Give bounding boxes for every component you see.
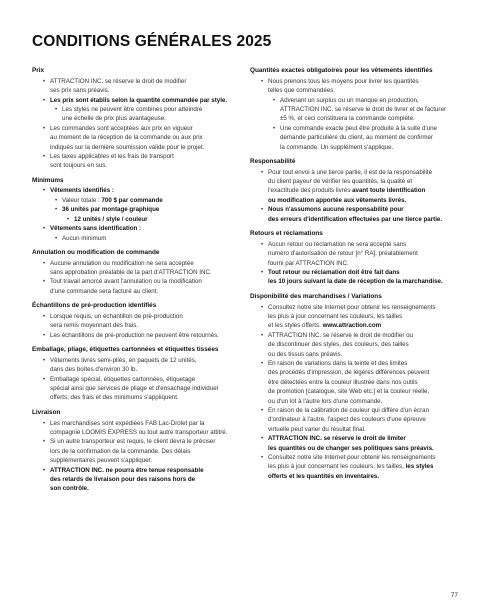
list-item — [250, 472, 458, 481]
item-text: Tout retour ou réclamation doit être fait dans — [268, 269, 400, 277]
list-item — [32, 96, 237, 105]
list-item — [250, 331, 458, 340]
item-text: Lorsque requis, un échantillon de pré-production — [50, 312, 183, 320]
bullet-icon: • — [43, 278, 46, 286]
item-text: ATTRACTION INC. se réserve le droit de modifier ou — [268, 331, 413, 339]
section — [32, 408, 237, 494]
bullet-icon: • — [43, 356, 46, 364]
item-text: de discontinuer des styles, des couleurs, des tailles — [268, 341, 409, 349]
item-text: Nous prenons tous les moyens pour livrer les quantités — [268, 77, 419, 85]
list-item — [250, 143, 458, 152]
item-text: Les commandes sont acceptées aux prix en vigueur — [50, 124, 193, 132]
list-item — [32, 224, 237, 233]
bullet-icon: • — [43, 96, 46, 104]
list-item — [250, 368, 458, 377]
list-item — [32, 375, 237, 384]
item-text: ou d'un lot à l'autre lors d'une commande. — [268, 397, 383, 405]
bullet-icon: • — [43, 438, 46, 446]
list-item — [250, 359, 458, 368]
item-text: Consultez notre site Internet pour obtenir les renseignements — [268, 303, 436, 311]
section — [32, 301, 237, 340]
list-item — [32, 447, 237, 456]
item-text: spécial ainsi que services de pliage et d'ensachage individuel — [50, 385, 219, 393]
bullet-icon: • — [43, 419, 46, 427]
item-text: d'une commande sera facturé au client. — [50, 287, 159, 295]
list-item — [32, 393, 237, 402]
list-item — [250, 312, 458, 321]
page-title: CONDITIONS GÉNÉRALES 2025 — [32, 33, 272, 50]
list-item — [32, 277, 237, 286]
item-text: 36 unités par montage graphique — [62, 206, 160, 214]
list-item — [32, 143, 237, 152]
item-text: 12 unités / style / couleur — [74, 215, 148, 223]
item-text: telles que commandées. — [268, 87, 336, 95]
item-text: ±5 %, et ceci constituera la commande complète. — [280, 115, 415, 123]
list-item — [32, 124, 237, 133]
list-item — [32, 331, 237, 340]
section — [32, 66, 237, 171]
list-item — [32, 365, 237, 374]
item-text: ATTRACTION INC. se réserve le droit de limiter — [268, 435, 406, 443]
section — [32, 345, 237, 403]
list-item — [32, 133, 237, 142]
bullet-icon: • — [261, 206, 264, 214]
list-item — [250, 406, 458, 415]
item-text: une échelle de prix plus avantageuse. — [62, 115, 166, 123]
item-text: En raison de variations dans la teinte et des limites — [268, 359, 408, 367]
list-item — [250, 86, 458, 95]
section-heading: Livraison — [32, 408, 61, 416]
list-item — [250, 186, 458, 195]
item-text: ses prix sans préavis. — [50, 87, 110, 95]
list-item — [250, 444, 458, 453]
item-text-emphasis: les styles — [405, 463, 434, 471]
list-item — [32, 419, 237, 428]
page-number: 77 — [450, 592, 458, 599]
bullet-icon: • — [261, 269, 264, 277]
section — [250, 66, 458, 152]
item-text: Tout travail amorcé avant l'annulation ou la modification — [50, 278, 202, 286]
list-item — [32, 196, 237, 205]
item-text: fourni par ATTRACTION INC. — [268, 259, 349, 267]
list-item — [32, 321, 237, 330]
item-text: son contrôle. — [50, 485, 89, 493]
item-text: Pour tout envoi à une tierce partie, il est de la responsabilité — [268, 168, 433, 176]
list-item — [250, 114, 458, 123]
list-item — [250, 168, 458, 177]
bullet-icon: • — [261, 240, 264, 248]
list-item — [32, 456, 237, 465]
list-item — [250, 415, 458, 424]
section-heading: Emballage, pliage, étiquettes cartonnées et étiquettes tissées — [32, 346, 219, 354]
list-item — [32, 312, 237, 321]
bullet-icon: • — [261, 303, 264, 311]
item-text: Les taxes applicables et les frais de transport — [50, 152, 174, 160]
item-text: être détectées entre la couleur illustrée dans nos outils — [268, 378, 418, 386]
list-item — [32, 161, 237, 170]
item-text: des erreurs d'identification effectuées par une tierce partie. — [268, 215, 443, 223]
bullet-icon: • — [43, 124, 46, 132]
item-text: Les styles ne peuvent être combinés pour atteindre — [62, 105, 203, 113]
bullet-icon: • — [261, 331, 264, 339]
list-item — [32, 186, 237, 195]
item-text: les 10 jours suivant la date de réception de la marchandise. — [268, 278, 443, 286]
item-text: Vêtements livrés semi-pliés, en paquets de 12 unités, — [50, 356, 197, 364]
item-text: En raison de la calibration de couleur qui diffère d'un écran — [268, 407, 430, 414]
item-text: des retards de livraison pour des raisons hors de — [50, 476, 196, 484]
bullet-icon: • — [55, 206, 58, 214]
bullet-icon: • — [43, 466, 46, 474]
bullet-icon: • — [261, 407, 264, 414]
list-item — [32, 77, 237, 86]
list-item — [250, 462, 458, 471]
list-item — [32, 205, 237, 214]
section — [250, 229, 458, 287]
item-text: Valeur totale : — [62, 196, 102, 204]
item-text-emphasis: avant toute identification — [352, 187, 426, 195]
bullet-icon: • — [43, 187, 46, 195]
item-text: numéro d'autorisation de retour [n° RA], préalablement — [268, 250, 418, 258]
item-text: et les styles offerts. — [268, 322, 323, 330]
item-text: offerts et les quantités en inventaires. — [268, 472, 380, 480]
item-text: offerts; des frais et des minimums s'appliquent. — [50, 394, 179, 402]
list-item — [250, 215, 458, 224]
item-text: ATTRACTION INC. se réserve le droit de modifier — [50, 77, 187, 85]
list-item — [250, 303, 458, 312]
list-item — [32, 215, 237, 224]
item-text: ATTRACTION INC. se réserve le droit de livrer et de facturer — [280, 105, 446, 113]
list-item — [250, 259, 458, 268]
list-item — [32, 287, 237, 296]
list-item — [250, 249, 458, 258]
item-text: ou modification apportée aux vêtements livrés. — [268, 196, 407, 204]
section-heading: Prix — [32, 67, 45, 74]
list-item — [32, 268, 237, 277]
bullet-icon: • — [43, 77, 46, 85]
item-text: sont toujours en sus. — [50, 162, 108, 170]
section-heading: Échantillons de pré-production identifiés — [32, 302, 157, 310]
list-item — [250, 196, 458, 205]
list-item — [250, 425, 458, 434]
list-item — [32, 484, 237, 493]
bullet-icon: • — [43, 312, 46, 320]
item-text: dans des boîtes d'environ 30 lb. — [50, 366, 138, 374]
list-item — [32, 384, 237, 393]
list-item — [250, 240, 458, 249]
item-text: virtuelle peut varier du résultat final. — [268, 425, 366, 433]
section — [32, 248, 237, 296]
list-item — [32, 114, 237, 123]
bullet-icon: • — [261, 168, 264, 176]
list-item — [32, 475, 237, 484]
list-item — [250, 177, 458, 186]
bullet-icon: • — [43, 225, 46, 233]
list-item — [250, 340, 458, 349]
item-text: Vêtements sans identification : — [50, 225, 142, 233]
list-item — [32, 234, 237, 243]
list-item — [250, 105, 458, 114]
item-text: indiqués sur la dernière soumission valide pour le projet. — [50, 143, 205, 151]
item-text: Si un autre transporteur est requis, le client devra le préciser — [50, 438, 216, 446]
list-item — [250, 268, 458, 277]
item-text: Consultez notre site Internet pour obtenir les renseignements — [268, 454, 436, 462]
item-text: lors de la confirmation de la commande. Des délais — [50, 447, 191, 455]
item-text: Nous n'assumons aucune responsabilité pour — [268, 206, 404, 214]
item-text: Emballage spécial, étiquettes cartonnées, étiquetage — [50, 375, 196, 383]
right-column — [250, 66, 458, 486]
list-item — [32, 437, 237, 446]
list-item — [250, 77, 458, 86]
item-text: demande particulière du client, au moment de confirmer — [280, 134, 434, 142]
list-item — [32, 152, 237, 161]
list-item — [250, 350, 458, 359]
item-text: des procédés d'impression, de légères différences peuvent — [268, 369, 430, 377]
item-text: la commande. Un supplément s'applique. — [280, 143, 394, 151]
item-text: Les prix sont établis selon la quantité commandée par style. — [50, 96, 228, 104]
item-text: les quantités ou de changer ses politiques sans préavis. — [268, 444, 434, 452]
list-item — [250, 378, 458, 387]
item-text: Vêtements identifiés : — [50, 187, 114, 195]
section-heading: Disponibilité des marchandises / Variations — [250, 292, 382, 300]
bullet-icon: • — [55, 105, 58, 113]
item-text: de promotion [catalogue, site Web etc.] et la couleur réelle, — [268, 388, 430, 396]
list-item — [250, 434, 458, 443]
bullet-icon: • — [261, 77, 264, 85]
bullet-icon: • — [43, 152, 46, 160]
left-column — [32, 66, 237, 499]
list-item — [250, 397, 458, 406]
list-item — [250, 321, 458, 330]
item-text: du client payeur de vérifier les quantités, la qualité et — [268, 178, 413, 186]
list-item — [250, 96, 458, 105]
list-item — [32, 466, 237, 475]
list-item — [250, 133, 458, 142]
item-text: Aucune annulation ou modification ne sera acceptée — [50, 259, 194, 267]
item-text: Les échantillons de pré-production ne peuvent être retournés. — [50, 331, 219, 339]
list-item — [250, 124, 458, 133]
item-text: Une commande exacte peut être produite à la suite d'une — [280, 124, 437, 132]
list-item — [32, 259, 237, 268]
list-item — [32, 86, 237, 95]
bullet-icon: • — [43, 331, 46, 339]
list-item — [250, 387, 458, 396]
bullet-icon: • — [261, 435, 264, 443]
list-item — [32, 428, 237, 437]
section-heading: Annulation ou modification de commande — [32, 248, 160, 256]
list-item — [250, 453, 458, 462]
item-text-emphasis: 700 $ par commande — [101, 196, 163, 204]
list-item — [250, 205, 458, 214]
item-text: les plus à jour concernant les couleurs, les tailles — [268, 312, 403, 320]
bullet-icon: • — [273, 96, 276, 104]
bullet-icon: • — [261, 359, 264, 367]
item-text: Les marchandises sont expédiées FAB Lac-Drolet par la — [50, 419, 205, 427]
bullet-icon: • — [43, 259, 46, 267]
item-text: ou des tissus sans préavis. — [268, 350, 343, 358]
item-text: au moment de la réception de la commande ou aux prix — [50, 134, 203, 142]
item-text: Aucun retour ou réclamation ne sera accepté sans — [268, 240, 407, 248]
bullet-icon: • — [273, 124, 276, 132]
bullet-icon: • — [261, 454, 264, 462]
list-item — [250, 277, 458, 286]
list-item — [32, 105, 237, 114]
item-text: ATTRACTION INC. ne pourra être tenue responsable — [50, 466, 204, 474]
item-text: compagnie LOOMIS EXPRESS ou tout autre transporteur attitré. — [50, 429, 228, 436]
section-heading: Minimums — [32, 176, 64, 184]
item-text: Aucun minimum — [62, 234, 107, 242]
bullet-icon: • — [55, 234, 58, 242]
item-text: supplémentaires peuvent s'appliquer. — [50, 457, 152, 465]
section — [250, 292, 458, 481]
section-heading: Responsabilité — [250, 157, 296, 165]
section — [250, 157, 458, 224]
section-heading: Quantités exactes obligatoires pour les vêtements identifiés — [250, 67, 433, 74]
section — [32, 176, 237, 243]
list-item — [32, 356, 237, 365]
bullet-icon: • — [67, 215, 70, 223]
item-text: d'ordinateur à l'autre, l'aspect des couleurs d'une épreuve — [268, 416, 426, 424]
bullet-icon: • — [43, 375, 46, 383]
item-text-emphasis: www.attraction.com — [322, 322, 382, 330]
item-text: l'exactitude des produits livrés — [268, 187, 353, 195]
item-text: sans approbation préalable de la part d'ATTRACTION INC. — [50, 269, 212, 277]
bullet-icon: • — [55, 196, 58, 204]
item-text: les plus à jour concernant les couleurs, les tailles, — [268, 463, 406, 471]
item-text: Advenant un surplus ou un manque en production, — [280, 96, 419, 104]
section-heading: Retours et réclamations — [250, 230, 323, 238]
item-text: sera remis moyennant des frais. — [50, 322, 139, 330]
